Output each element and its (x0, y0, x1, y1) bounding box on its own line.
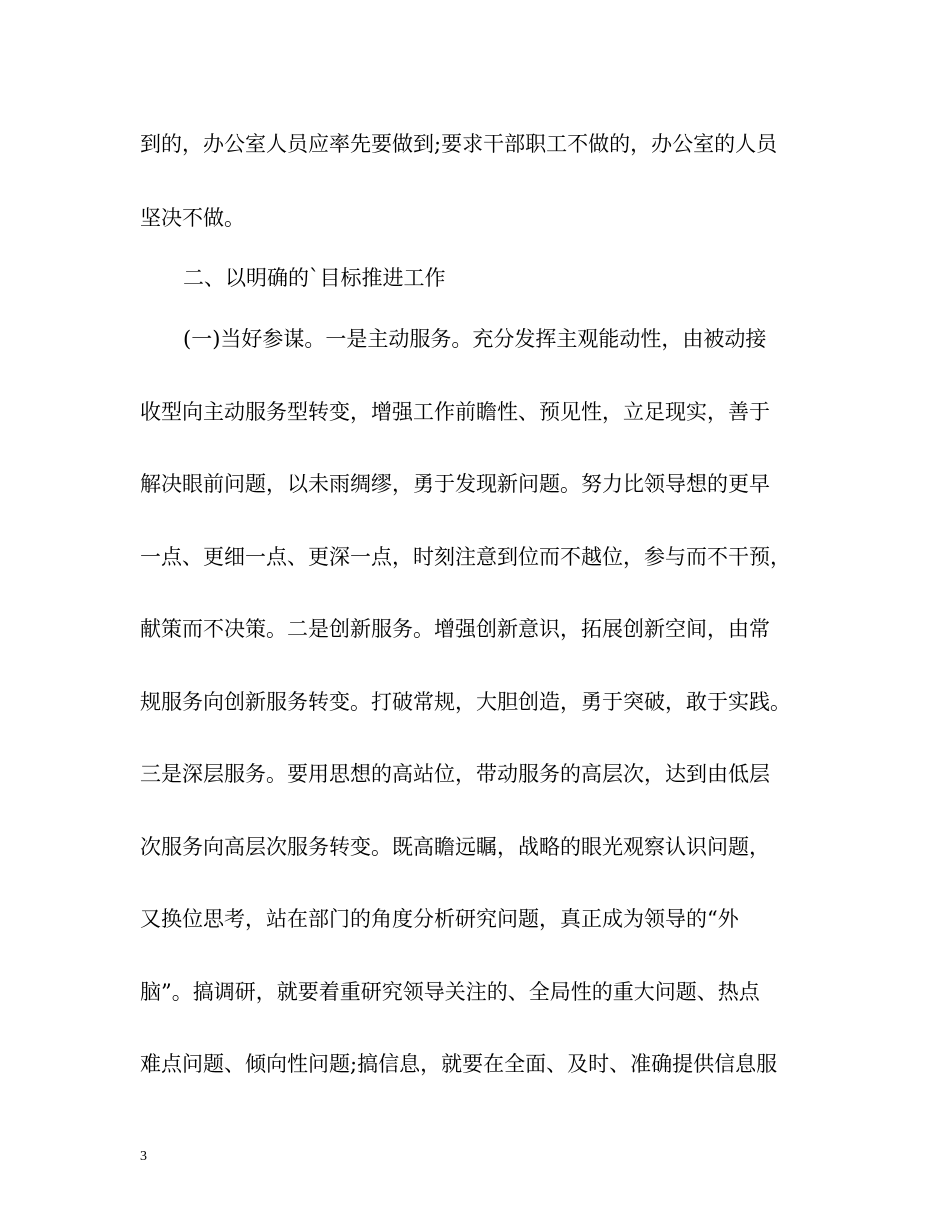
text-line: 三是深层服务。要用思想的高站位，带动服务的高层次，达到由低层 (140, 762, 770, 786)
text-line: 次服务向高层次服务转变。既高瞻远瞩，战略的眼光观察认识问题， (140, 835, 770, 859)
paragraph-start-line: (一)当好参谋。一是主动服务。充分发挥主观能动性，由被动接 (183, 327, 767, 351)
text-line: 收型向主动服务型转变，增强工作前瞻性、预见性，立足现实，善于 (140, 400, 770, 424)
text-line: 坚决不做。 (140, 206, 245, 230)
text-line: 一点、更细一点、更深一点，时刻注意到位而不越位，参与而不干预， (140, 545, 791, 569)
text-line: 又换位思考，站在部门的角度分析研究问题，真正成为领导的“外 (140, 907, 739, 931)
text-line: 脑”。搞调研，就要着重研究领导关注的、全局性的重大问题、热点 (140, 980, 760, 1004)
text-line: 规服务向创新服务转变。打破常规，大胆创造，勇于突破，敢于实践。 (140, 690, 791, 714)
page-number: 3 (140, 1149, 147, 1164)
text-line: 解决眼前问题，以未雨绸缪，勇于发现新问题。努力比领导想的更早 (140, 472, 770, 496)
text-line: 到的，办公室人员应率先要做到;要求干部职工不做的，办公室的人员 (140, 132, 778, 156)
text-line: 献策而不决策。二是创新服务。增强创新意识，拓展创新空间，由常 (140, 617, 770, 641)
section-heading: 二、以明确的`目标推进工作 (183, 266, 446, 290)
text-line: 难点问题、倾向性问题;搞信息，就要在全面、及时、准确提供信息服 (140, 1052, 778, 1076)
